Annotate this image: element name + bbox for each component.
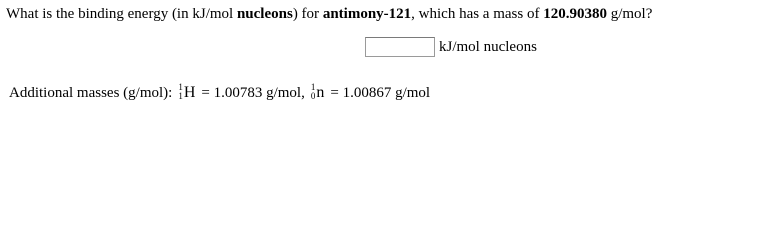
neutron-mass-number: 1 (310, 82, 316, 92)
question-part-4: g/mol? (606, 6, 653, 22)
hydrogen-mass-value: = 1.00783 g/mol, (201, 85, 305, 101)
question-part-3: , which has a mass of (411, 6, 544, 22)
hydrogen-symbol: H (183, 84, 196, 101)
masses-label: Additional masses (g/mol): (9, 85, 173, 101)
question-bold-nucleons: nucleons (236, 6, 293, 22)
neutron-symbol: n (316, 84, 325, 101)
binding-energy-input[interactable] (365, 37, 435, 57)
answer-unit-label: kJ/mol nucleons (439, 38, 537, 55)
question-bold-element: antimony-121 (322, 6, 412, 22)
answer-row (365, 37, 537, 57)
question-part-1: What is the binding energy (in kJ/mol (6, 6, 237, 22)
neutron-nuclide (311, 84, 325, 102)
neutron-mass-value: = 1.00867 g/mol (330, 85, 431, 101)
question-bold-mass: 120.90380 (543, 6, 607, 22)
hydrogen-nuclide (178, 84, 195, 102)
neutron-atomic-number: 0 (310, 91, 316, 101)
hydrogen-mass-number: 1 (178, 82, 183, 92)
question-text (6, 5, 652, 23)
hydrogen-atomic-number: 1 (178, 91, 183, 101)
question-part-2: ) for (292, 6, 323, 22)
additional-masses (9, 84, 430, 102)
